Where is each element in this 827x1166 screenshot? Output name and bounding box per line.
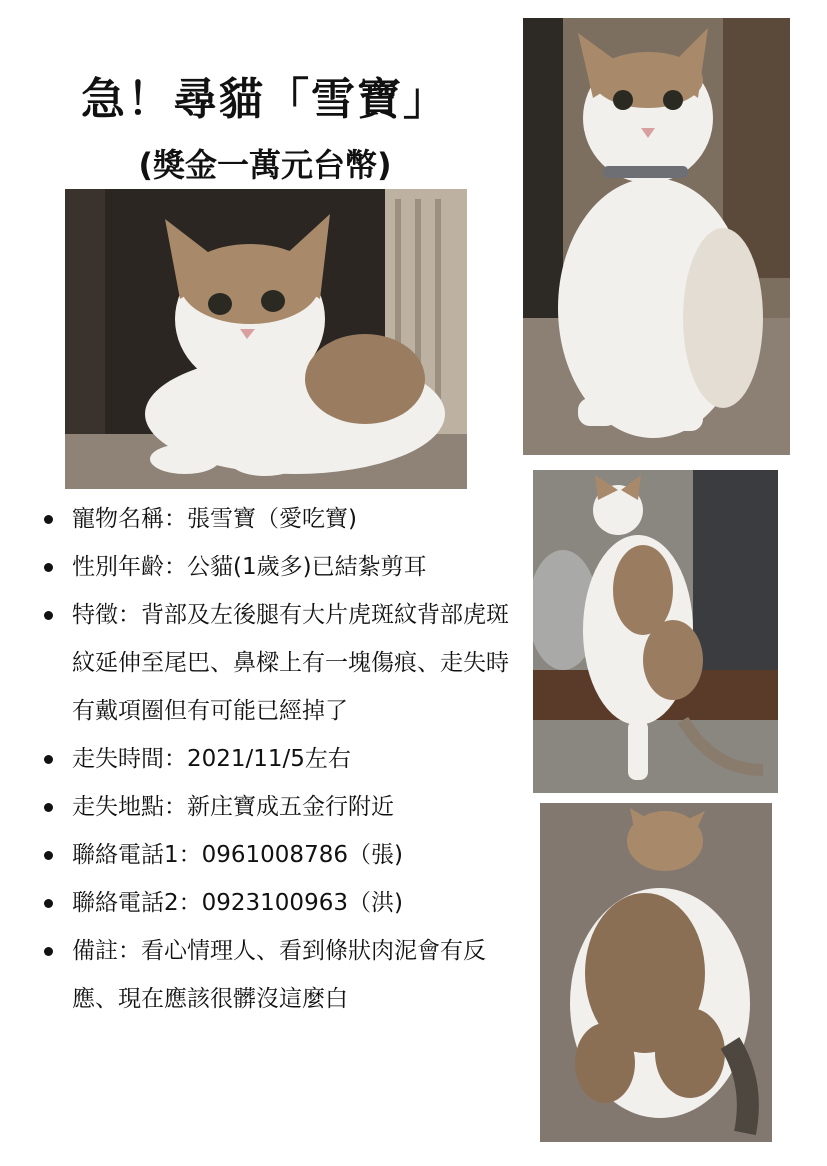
list-item-lost-time: 走失時間：2021/11/5左右 xyxy=(40,735,525,783)
cat-photo-back xyxy=(540,803,772,1142)
bullet-icon xyxy=(44,611,53,620)
list-item-pet-name: 寵物名稱：張雪寶（愛吃寶) xyxy=(40,495,525,543)
list-item-gender-age: 性別年齡：公貓(1歲多)已結紮剪耳 xyxy=(40,543,525,591)
bullet-icon xyxy=(44,851,53,860)
bullet-icon xyxy=(44,947,53,956)
cat-photo-lounging xyxy=(533,470,778,793)
bullet-icon xyxy=(44,803,53,812)
details-list xyxy=(40,495,525,1023)
poster-subtitle: (獎金一萬元台幣) xyxy=(138,146,392,184)
list-item-phone-2: 聯絡電話2：0923100963（洪) xyxy=(40,879,525,927)
cat-photo-sitting xyxy=(523,18,790,455)
list-item-lost-location: 走失地點：新庄寶成五金行附近 xyxy=(40,783,525,831)
bullet-icon xyxy=(44,515,53,524)
cat-photo-lying xyxy=(65,189,467,489)
poster-title: 急！尋貓「雪寶」 xyxy=(81,74,449,125)
list-item-features: 特徵：背部及左後腿有大片虎斑紋背部虎斑紋延伸至尾巴、鼻樑上有一塊傷痕、走失時有戴項圈但有可能已經掉了 xyxy=(40,591,525,735)
bullet-icon xyxy=(44,563,53,572)
bullet-icon xyxy=(44,899,53,908)
list-item-notes: 備註：看心情理人、看到條狀肉泥會有反應、現在應該很髒沒這麼白 xyxy=(40,927,525,1023)
bullet-icon xyxy=(44,755,53,764)
list-item-phone-1: 聯絡電話1：0961008786（張) xyxy=(40,831,525,879)
